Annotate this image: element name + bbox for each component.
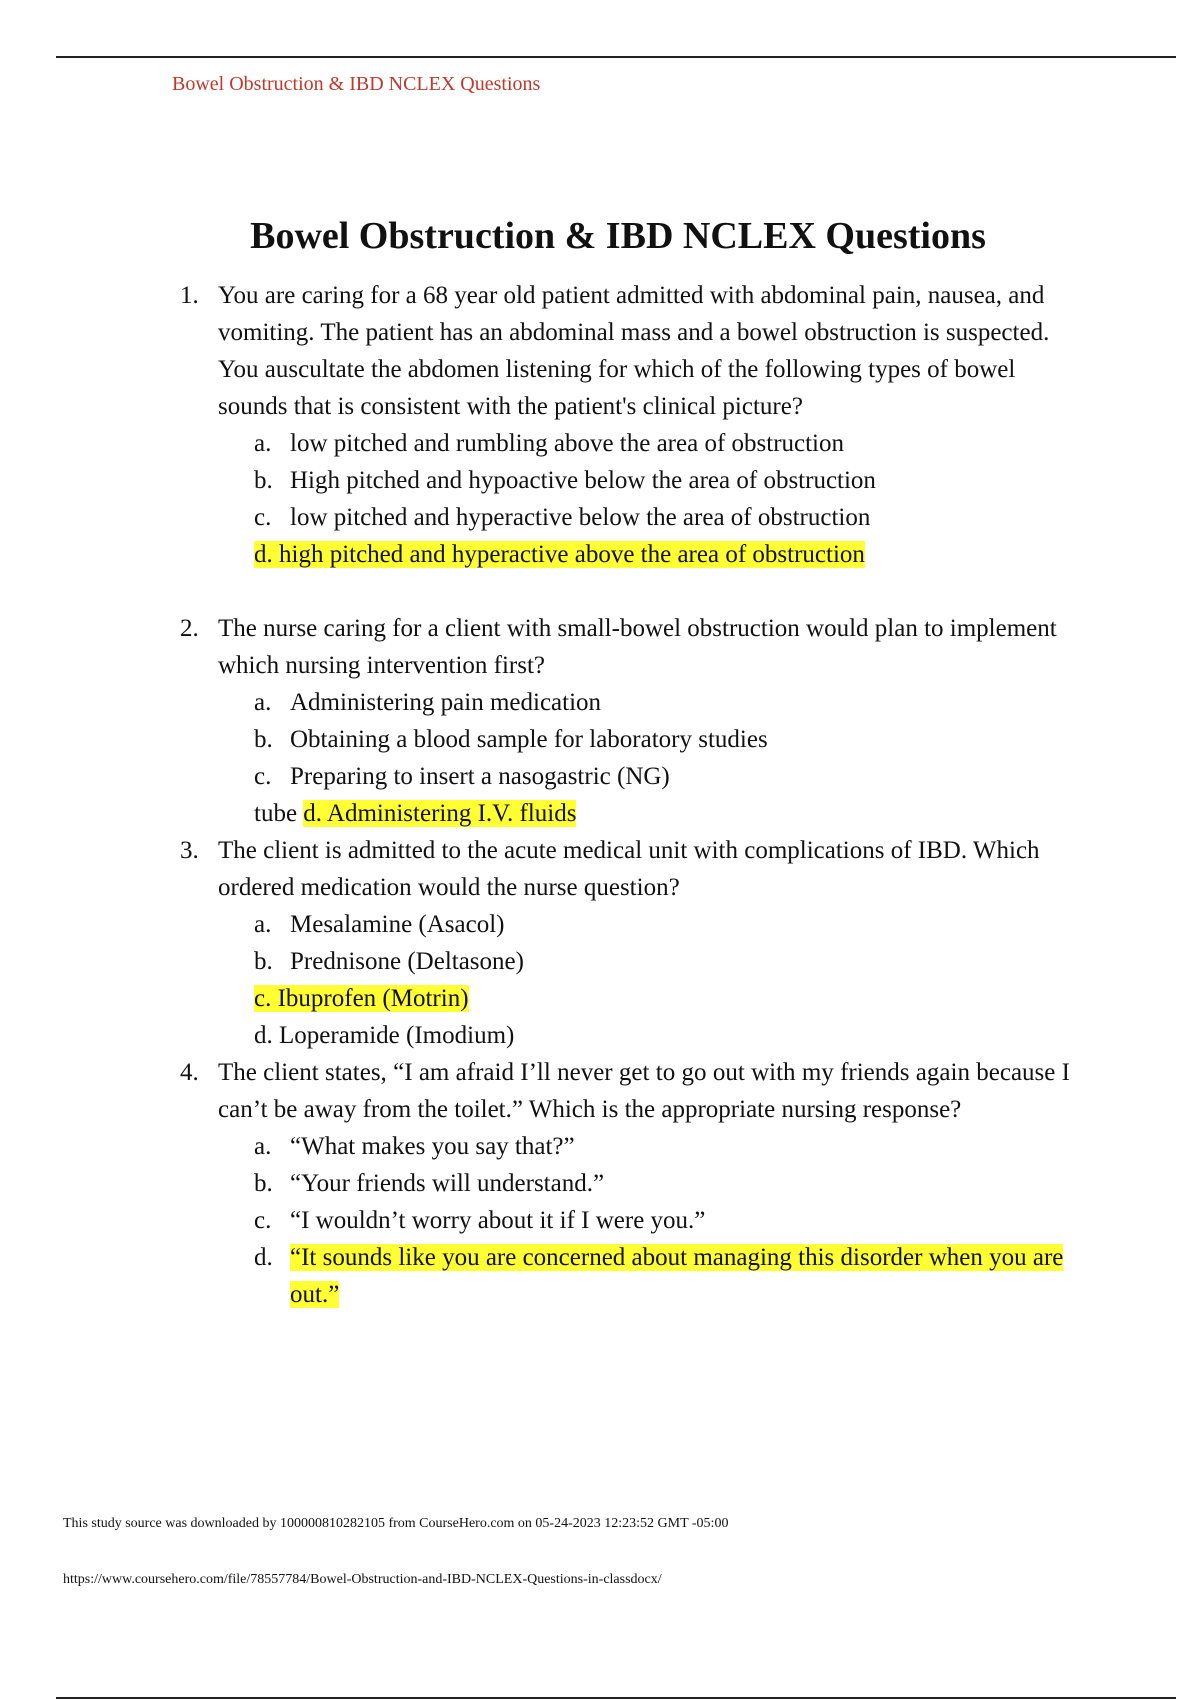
option-b [254, 721, 1070, 758]
option-text: Prednisone (Deltasone) [290, 948, 524, 975]
question-list [180, 277, 1070, 1313]
option-text: “I wouldn’t worry about it if I were you.” [290, 1207, 706, 1234]
page-title: Bowel Obstruction & IBD NCLEX Questions [250, 215, 986, 257]
question-stem: The client is admitted to the acute medical unit with complications of IBD. Which ordered medication would the nurse question? [218, 837, 1040, 901]
highlighted-answer: “It sounds like you are concerned about managing this disorder when you are out.” [290, 1244, 1064, 1308]
question-number: 1. [180, 282, 199, 309]
highlighted-answer: d. Administering I.V. fluids [303, 800, 577, 827]
question-1 [180, 277, 1070, 573]
option-letter: b. [254, 467, 273, 494]
question-4 [180, 1054, 1070, 1313]
option-text: Obtaining a blood sample for laboratory studies [290, 726, 768, 753]
highlighted-answer: d. high pitched and hyperactive above the area of obstruction [254, 541, 865, 568]
option-c [254, 1202, 1070, 1239]
option-c-correct [254, 980, 1070, 1017]
option-d-correct [254, 536, 1070, 573]
option-letter: b. [254, 948, 273, 975]
question-3 [180, 832, 1070, 1054]
option-a [254, 684, 1070, 721]
running-header: Bowel Obstruction & IBD NCLEX Questions [172, 73, 541, 95]
options-list [218, 906, 1070, 1054]
option-a [254, 425, 1070, 462]
option-text: High pitched and hypoactive below the area of obstruction [290, 467, 876, 494]
option-text: “Your friends will understand.” [290, 1170, 605, 1197]
option-letter: a. [254, 689, 272, 716]
option-text: low pitched and rumbling above the area of obstruction [290, 430, 845, 457]
option-a [254, 906, 1070, 943]
option-d-correct [254, 795, 1070, 832]
bottom-rule [56, 1697, 1176, 1699]
source-url[interactable]: https://www.coursehero.com/file/78557784/Bowel-Obstruction-and-IBD-NCLEX-Questions-in-classdocx/ [63, 1572, 662, 1587]
option-c [254, 499, 1070, 536]
option-letter: a. [254, 430, 272, 457]
option-letter: c. [254, 504, 272, 531]
option-text: “What makes you say that?” [290, 1133, 575, 1160]
option-prefix: tube [254, 800, 298, 827]
option-a [254, 1128, 1070, 1165]
option-letter: b. [254, 1170, 273, 1197]
option-text: d. Loperamide (Imodium) [254, 1022, 515, 1049]
option-c [254, 758, 1070, 795]
option-letter: c. [254, 1207, 272, 1234]
question-stem: You are caring for a 68 year old patient admitted with abdominal pain, nausea, and vomiting. The patient has an abdominal mass and a bowel obstruction is suspected. You auscultate the abdomen listening for which of the following types of bowel sounds that is consistent with the patient's clinical picture? [218, 282, 1050, 420]
options-list [218, 1128, 1070, 1313]
option-letter: d. [254, 1244, 273, 1271]
top-rule [56, 56, 1176, 58]
option-b [254, 943, 1070, 980]
option-b [254, 1165, 1070, 1202]
option-d [254, 1017, 1070, 1054]
option-letter: a. [254, 911, 272, 938]
spacer [180, 573, 1070, 610]
option-text: low pitched and hyperactive below the area of obstruction [290, 504, 871, 531]
option-text: Mesalamine (Asacol) [290, 911, 505, 938]
option-text: Administering pain medication [290, 689, 602, 716]
highlighted-answer: c. Ibuprofen (Motrin) [254, 985, 469, 1012]
option-d-correct [254, 1239, 1070, 1313]
download-note: This study source was downloaded by 100000810282105 from CourseHero.com on 05-24-2023 12:23:52 GMT -05:00 [63, 1516, 729, 1531]
question-number: 3. [180, 837, 199, 864]
option-letter: c. [254, 763, 272, 790]
option-letter: b. [254, 726, 273, 753]
option-letter: a. [254, 1133, 272, 1160]
question-number: 2. [180, 615, 199, 642]
question-stem: The nurse caring for a client with small-bowel obstruction would plan to implement which nursing intervention first? [218, 615, 1057, 679]
question-number: 4. [180, 1059, 199, 1086]
options-list [218, 425, 1070, 573]
question-2 [180, 610, 1070, 832]
question-stem: The client states, “I am afraid I’ll never get to go out with my friends again because I can’t be away from the toilet.” Which is the appropriate nursing response? [218, 1059, 1070, 1123]
option-text: Preparing to insert a nasogastric (NG) [290, 763, 670, 790]
options-list [218, 684, 1070, 832]
option-b [254, 462, 1070, 499]
